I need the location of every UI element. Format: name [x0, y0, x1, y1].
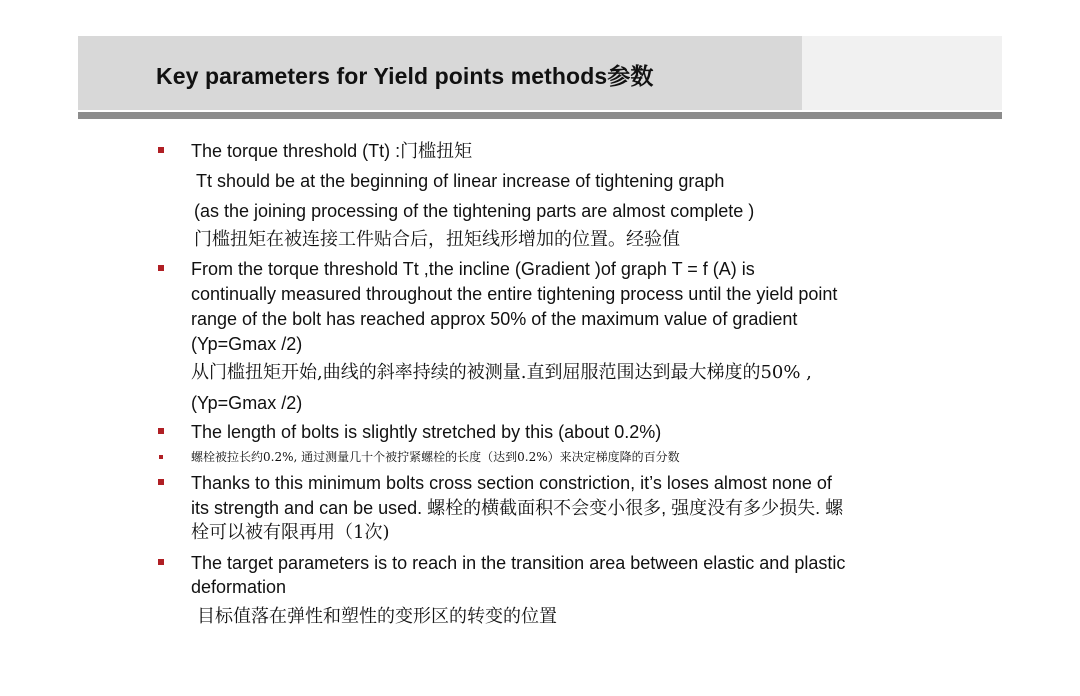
- bullet-6-line-2: deformation: [191, 577, 287, 597]
- bullet-2-line-5: 从门槛扭矩开始,曲线的斜率持续的被测量.直到屈服范围达到最大梯度的50% ,: [191, 362, 812, 383]
- bullet-2-line-2: continually measured throughout the entire tightening process until the yield point: [191, 284, 838, 304]
- bullet-2-line-6: (Yp=Gmax /2): [191, 393, 303, 413]
- bullet-marker-1: [158, 147, 164, 153]
- bullet-1-line-2: Tt should be at the beginning of linear increase of tightening graph: [196, 171, 725, 191]
- bullet-5-line-1: Thanks to this minimum bolts cross section constriction, it’s loses almost none of: [191, 473, 832, 493]
- bullet-marker-6: [158, 559, 164, 565]
- bullet-2-line-4: (Yp=Gmax /2): [191, 334, 303, 354]
- bullet-marker-4: [159, 455, 163, 459]
- bullet-2-line-1: From the torque threshold Tt ,the incline (Gradient )of graph T = f (A) is: [191, 259, 755, 279]
- bullet-5-line-3: 栓可以被有限再用（1次): [191, 522, 390, 543]
- bullet-6-line-3: 目标值落在弹性和塑性的变形区的转变的位置: [197, 606, 557, 627]
- bullet-1-line-3: (as the joining processing of the tightening parts are almost complete ): [194, 201, 755, 221]
- slide-title: Key parameters for Yield points methods参数: [156, 63, 654, 89]
- bullet-6-line-1: The target parameters is to reach in the transition area between elastic and plastic: [191, 553, 846, 573]
- bullet-marker-5: [158, 479, 164, 485]
- bullet-1-line-1: The torque threshold (Tt) :门槛扭矩: [191, 141, 473, 161]
- bullet-5-line-2: its strength and can be used. 螺栓的横截面积不会变小很多, 强度没有多少损失. 螺: [191, 498, 844, 518]
- bullet-1-line-4: 门槛扭矩在被连接工件贴合后，扭矩线形增加的位置。经验值: [194, 229, 680, 250]
- bullet-3-line-1: The length of bolts is slightly stretched by this (about 0.2%): [191, 422, 662, 442]
- bullet-4-line-1: 螺栓被拉长约0.2%, 通过测量几十个被拧紧螺栓的长度（达到0.2%）来决定梯度降的百分数: [191, 450, 680, 464]
- bullet-2-line-3: range of the bolt has reached approx 50% of the maximum value of gradient: [191, 309, 798, 329]
- bullet-marker-3: [158, 428, 164, 434]
- bullet-marker-2: [158, 265, 164, 271]
